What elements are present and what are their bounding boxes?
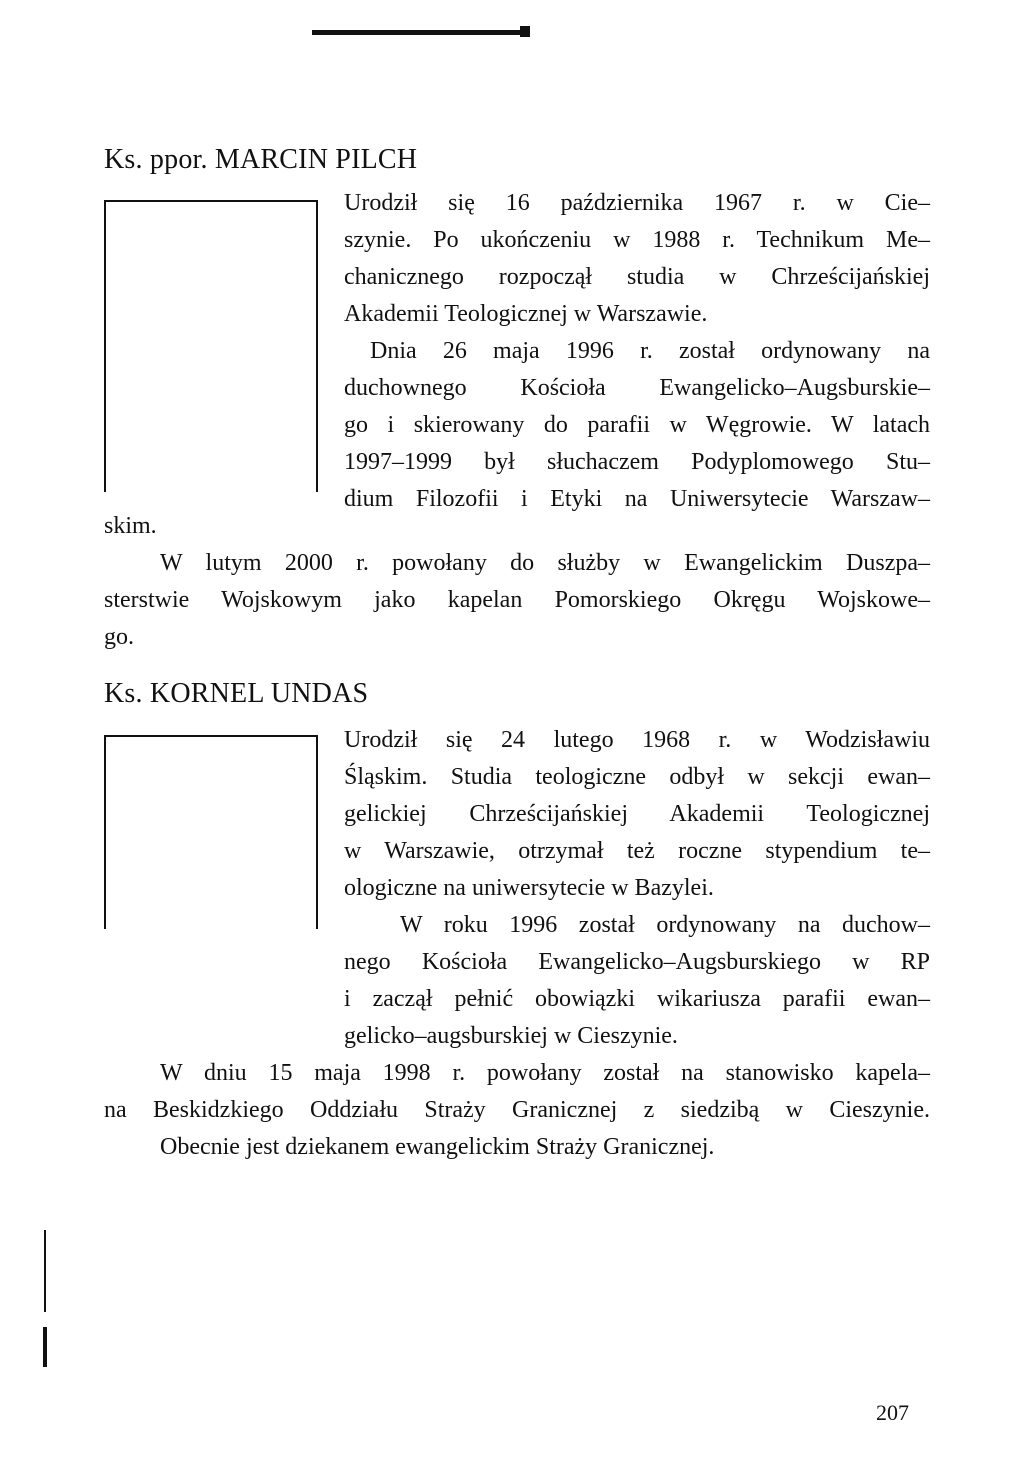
entry-1-name: Ks. ppor. MARCIN PILCH <box>104 144 418 175</box>
entry-1-photo-frame <box>104 200 318 492</box>
entry-1-line-11: W lutym 2000 r. powołany do służby w Ewangelickim Duszpa– <box>160 550 930 576</box>
entry-1-line-5: Dnia 26 maja 1996 r. został ordynowany na <box>370 338 930 364</box>
entry-2-name: Ks. KORNEL UNDAS <box>104 678 369 709</box>
entry-2-line-8: i zaczął pełnić obowiązki wikariusza parafii ewan– <box>344 986 930 1012</box>
entry-1-line-10: skim. <box>104 513 157 539</box>
entry-1-line-9: dium Filozofii i Etyki na Uniwersytecie Warszaw– <box>344 486 930 512</box>
entry-2-line-2: Śląskim. Studia teologiczne odbył w sekcji ewan– <box>344 764 930 790</box>
entry-1-line-3: chanicznego rozpoczął studia w Chrześcijańskiej <box>344 264 930 290</box>
top-rule-tick <box>520 26 530 37</box>
entry-1-line-6: duchownego Kościoła Ewangelicko–Augsburskie– <box>344 375 930 401</box>
entry-1-line-12: sterstwie Wojskowym jako kapelan Pomorskiego Okręgu Wojskowe– <box>104 587 930 613</box>
entry-2-line-1: Urodził się 24 lutego 1968 r. w Wodzisławiu <box>344 727 930 753</box>
entry-2-line-4: w Warszawie, otrzymał też roczne stypendium te– <box>344 838 930 864</box>
entry-1-line-7: go i skierowany do parafii w Węgrowie. W latach <box>344 412 930 438</box>
entry-2-line-7: nego Kościoła Ewangelicko–Augsburskiego w RP <box>344 949 930 975</box>
margin-mark-lower <box>43 1327 47 1367</box>
entry-1-line-2: szynie. Po ukończeniu w 1988 r. Technikum Me– <box>344 227 930 253</box>
top-rule <box>312 30 530 35</box>
margin-mark-upper <box>44 1230 46 1312</box>
entry-2-line-3: gelickiej Chrześcijańskiej Akademii Teologicznej <box>344 801 930 827</box>
entry-2-line-11: na Beskidzkiego Oddziału Straży Granicznej z siedzibą w Cieszynie. <box>104 1097 930 1123</box>
page-number: 207 <box>876 1400 909 1425</box>
entry-1-line-1: Urodził się 16 października 1967 r. w Cie– <box>344 190 930 216</box>
entry-2-line-10: W dniu 15 maja 1998 r. powołany został na stanowisko kapela– <box>160 1060 930 1086</box>
entry-2-photo-frame <box>104 735 318 929</box>
entry-1-line-8: 1997–1999 był słuchaczem Podyplomowego Stu– <box>344 449 930 475</box>
entry-2-line-5: ologiczne na uniwersytecie w Bazylei. <box>344 875 714 901</box>
entry-1-line-13: go. <box>104 624 134 650</box>
entry-1-line-4: Akademii Teologicznej w Warszawie. <box>344 301 708 327</box>
entry-2-line-12: Obecnie jest dziekanem ewangelickim Straży Granicznej. <box>160 1134 715 1160</box>
entry-2-line-6: W roku 1996 został ordynowany na duchow– <box>400 912 930 938</box>
entry-2-line-9: gelicko–augsburskiej w Cieszynie. <box>344 1023 678 1049</box>
